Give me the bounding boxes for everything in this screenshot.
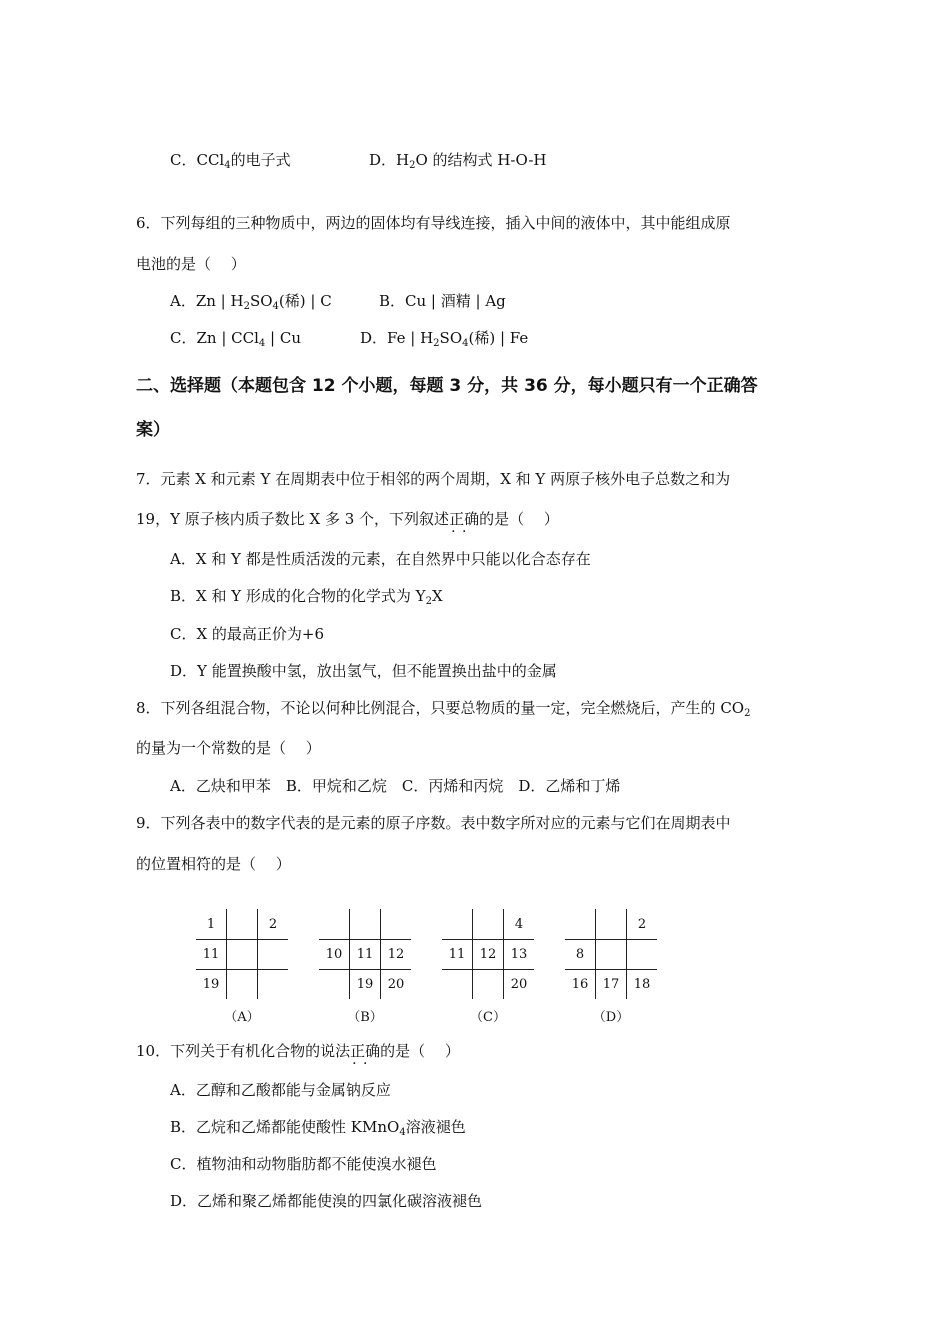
emphasis-mark: 正确 · · (350, 1041, 380, 1061)
q10-option-d: D．乙烯和聚乙烯都能使溴的四氯化碳溶液褪色 (170, 1192, 483, 1210)
q7-option-b: B．X 和 Y 形成的化合物的化学式为 $Y_2X$ (170, 587, 443, 607)
q7-option-a: A．X 和 Y 都是性质活泼的元素，在自然界中只能以化合态存在 (170, 550, 591, 568)
q7-stem-line1: 7．元素 X 和元素 Y 在周期表中位于相邻的两个周期，X 和 Y 两原子核外电子总数之和为 (136, 470, 731, 488)
grid-line (442, 969, 534, 970)
element-number: 10 (325, 947, 343, 962)
element-number: 11 (356, 947, 374, 962)
element-number: 19 (202, 977, 220, 992)
section2-heading-line1: 二、选择题（本题包含 12 个小题，每题 3 分，共 36 分，每小题只有一个正确答 (136, 376, 758, 396)
grid-line (226, 909, 227, 999)
q5-option-d: D．$H_2O$ 的结构式 H-O-H (369, 151, 547, 171)
table-fragment (565, 909, 657, 999)
element-number: 11 (202, 947, 220, 962)
element-number: 20 (387, 977, 405, 992)
element-number: 18 (633, 977, 651, 992)
element-number: 11 (448, 947, 466, 962)
q7-option-c: C．X 的最高正价为+6 (170, 625, 325, 643)
grid-line (442, 939, 534, 940)
table-fragment (442, 909, 534, 999)
element-number: 16 (571, 977, 589, 992)
q6-stem-line2: 电池的是（ ） (136, 255, 246, 273)
q6-option-a: A．Zn | $H_2SO_4$(稀) | C (170, 292, 332, 312)
element-number: 2 (637, 917, 647, 932)
table-caption: （A） (224, 1010, 260, 1025)
element-number: 1 (206, 917, 216, 932)
grid-line (565, 939, 657, 940)
q6-option-c: C．Zn | CCl$_4$ | Cu (170, 329, 302, 349)
table-caption: （B） (347, 1010, 383, 1025)
q8-stem-line1: 8．下列各组混合物，不论以何种比例混合，只要总物质的量一定，完全燃烧后，产生的 $CO_2$ (136, 699, 751, 719)
grid-line (319, 939, 411, 940)
grid-line (565, 969, 657, 970)
q9-stem-line1: 9．下列各表中的数字代表的是元素的原子序数。表中数字所对应的元素与它们在周期表中 (136, 814, 731, 832)
q8-stem-line2: 的量为一个常数的是（ ） (136, 739, 321, 757)
table-caption: （D） (592, 1010, 630, 1025)
q7-option-d: D．Y 能置换酸中氢，放出氢气，但不能置换出盐中的金属 (170, 662, 557, 680)
element-number: 20 (510, 977, 528, 992)
table-fragment (319, 909, 411, 999)
emphasis-mark: 正确 · · (449, 509, 479, 529)
grid-line (196, 969, 288, 970)
q10-option-a: A．乙醇和乙酸都能与金属钠反应 (170, 1081, 391, 1099)
element-number: 13 (510, 947, 528, 962)
q6-stem-line1: 6．下列每组的三种物质中，两边的固体均有导线连接，插入中间的液体中，其中能组成原 (136, 214, 731, 232)
q6-option-b: B．Cu | 酒精 | Ag (379, 292, 506, 310)
q5-option-c: C．CCl$_4$的电子式 (170, 151, 291, 171)
q9-stem-line2: 的位置相符的是（ ） (136, 855, 291, 873)
table-caption: （C） (470, 1010, 506, 1025)
element-number: 17 (602, 977, 620, 992)
table-fragment (196, 909, 288, 999)
q10-option-b: B．乙烷和乙烯都能使酸性 KMnO$_4$溶液褪色 (170, 1118, 466, 1138)
element-number: 8 (575, 947, 585, 962)
element-number: 12 (387, 947, 405, 962)
element-number: 12 (479, 947, 497, 962)
q10-stem: 10．下列关于有机化合物的说法正确 · ·的是（ ） (136, 1041, 460, 1061)
element-number: 4 (514, 917, 524, 932)
grid-line (196, 939, 288, 940)
section2-heading-line2: 案） (136, 420, 170, 440)
q8-options: A．乙炔和甲苯 B．甲烷和乙烷 C．丙烯和丙烷 D．乙烯和丁烯 (170, 777, 621, 795)
grid-line (319, 969, 411, 970)
q6-option-d: D．Fe | $H_2SO_4$(稀) | Fe (360, 329, 529, 349)
element-number: 2 (268, 917, 278, 932)
q10-option-c: C．植物油和动物脂肪都不能使溴水褪色 (170, 1155, 437, 1173)
element-number: 19 (356, 977, 374, 992)
q7-stem-line2: 19，Y 原子核内质子数比 X 多 3 个，下列叙述正确 · ·的是（ ） (136, 509, 559, 529)
